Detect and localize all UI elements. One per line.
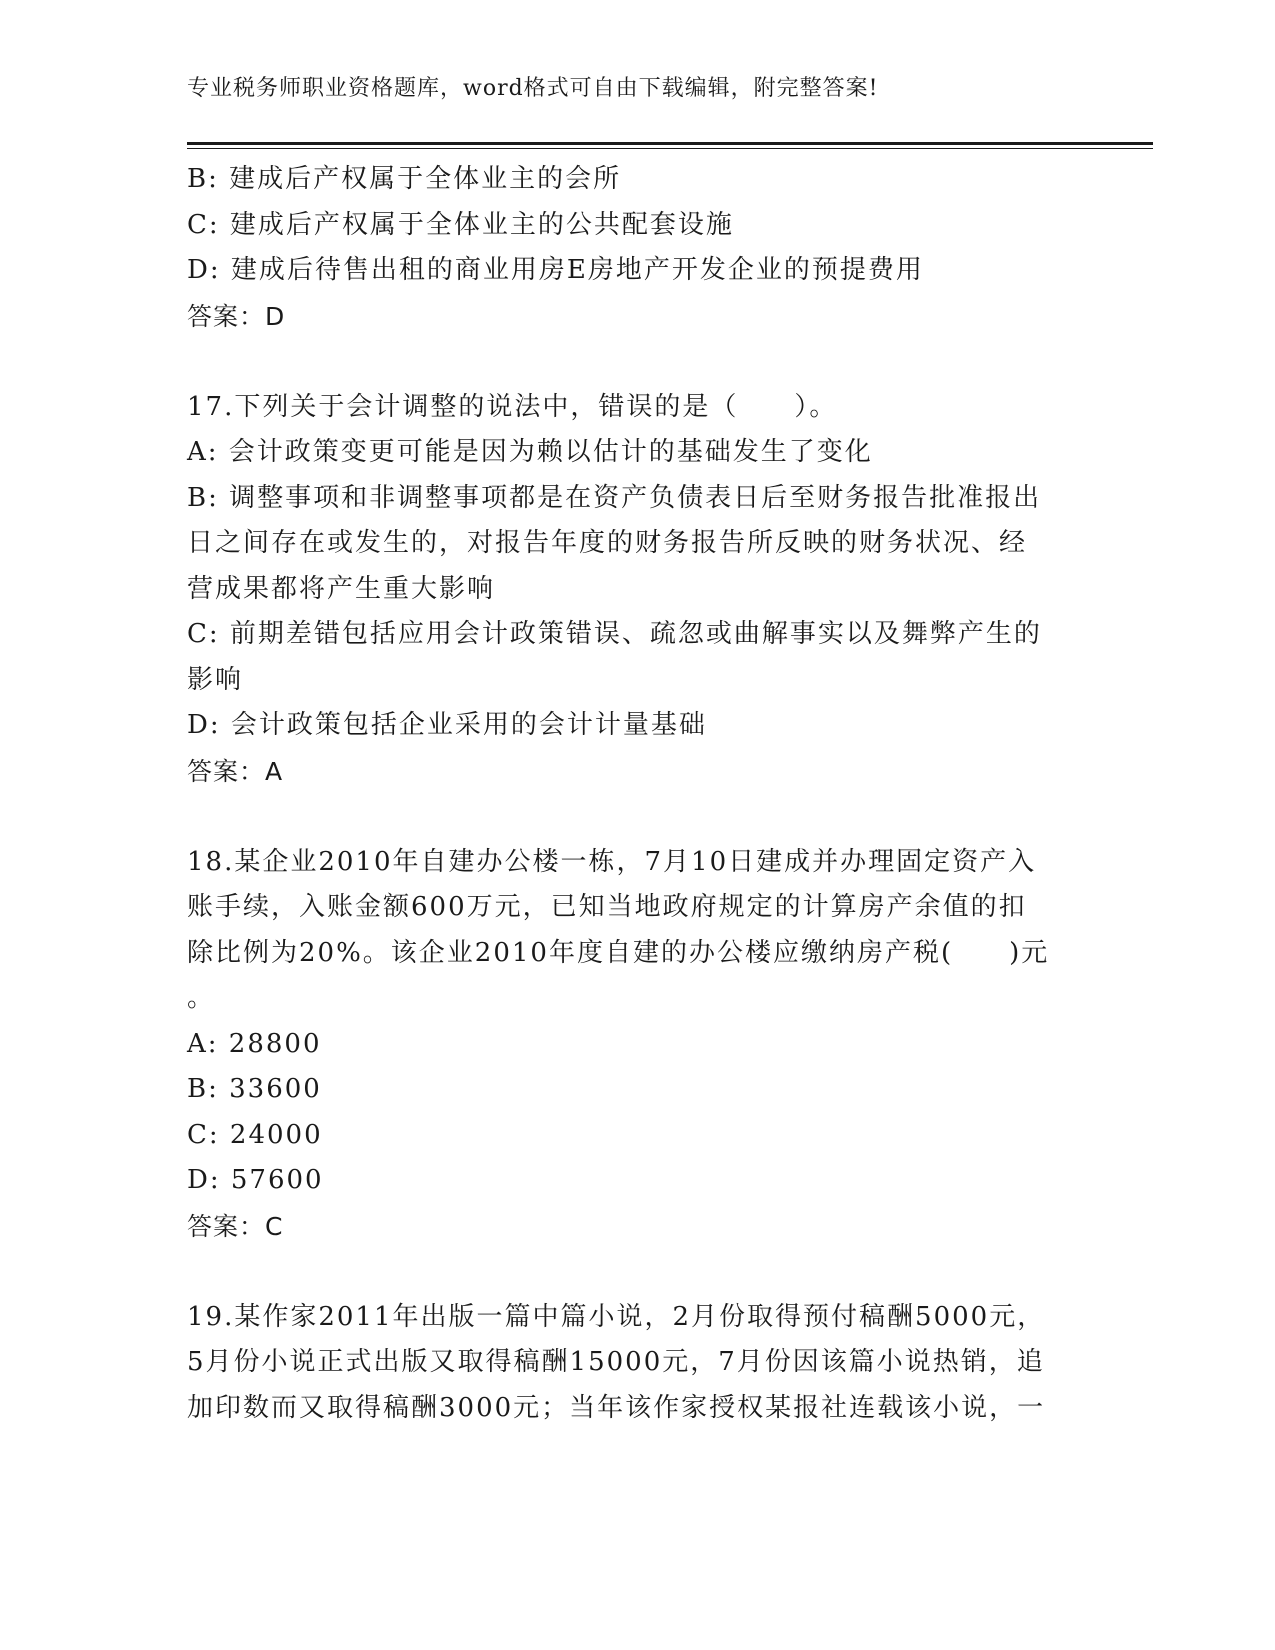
- option-d: D: 会计政策包括企业采用的会计计量基础: [187, 710, 707, 740]
- question-stem-cont: 账手续，入账金额600万元，已知当地政府规定的计算房产余值的扣: [187, 892, 1027, 922]
- option-c: C: 前期差错包括应用会计政策错误、疏忽或曲解事实以及舞弊产生的: [187, 619, 1042, 649]
- page-header: 专业税务师职业资格题库，word格式可自由下载编辑，附完整答案!: [187, 76, 879, 101]
- spacer: [187, 794, 1077, 840]
- answer: 答案：A: [187, 756, 284, 786]
- question-content: [187, 157, 1077, 1431]
- answer: 答案：C: [187, 1211, 284, 1241]
- spacer: [187, 339, 1077, 385]
- question-stem-cont: 加印数而又取得稿酬3000元；当年该作家授权某报社连载该小说，一: [187, 1392, 1046, 1423]
- option-a: A: 28800: [187, 1028, 322, 1059]
- option-d: D: 建成后待售出租的商业用房E房地产开发企业的预提费用: [187, 255, 924, 285]
- question-18: [187, 840, 1077, 1250]
- option-b: B: 调整事项和非调整事项都是在资产负债表日后至财务报告批准报出: [187, 482, 1042, 513]
- option-c: C: 建成后产权属于全体业主的公共配套设施: [187, 209, 734, 240]
- answer: 答案：D: [187, 301, 286, 331]
- option-b: B: 33600: [187, 1074, 322, 1104]
- spacer: [187, 1249, 1077, 1295]
- header-divider: [187, 142, 1153, 149]
- option-c-cont: 影响: [187, 664, 244, 695]
- question-stem: 17.下列关于会计调整的说法中，错误的是（ ）。: [187, 391, 838, 422]
- question-stem: 18.某企业2010年自建办公楼一栋，7月10日建成并办理固定资产入: [187, 846, 1037, 877]
- option-c: C: 24000: [187, 1119, 323, 1150]
- question-16-tail: [187, 157, 1077, 339]
- option-a: A: 会计政策变更可能是因为赖以估计的基础发生了变化: [187, 437, 873, 467]
- question-stem-cont: 除比例为20%。该企业2010年度自建的办公楼应缴纳房产税( )元: [187, 937, 1050, 968]
- question-17: [187, 385, 1077, 795]
- option-b-cont: 营成果都将产生重大影响: [187, 573, 496, 604]
- option-b-cont: 日之间存在或发生的，对报告年度的财务报告所反映的财务状况、经: [187, 528, 1028, 558]
- question-19: [187, 1295, 1077, 1432]
- question-stem-cont: 5月份小说正式出版又取得稿酬15000元，7月份因该篇小说热销，追: [187, 1347, 1045, 1377]
- option-b: B: 建成后产权属于全体业主的会所: [187, 164, 622, 194]
- option-d: D: 57600: [187, 1165, 324, 1195]
- question-stem: 19.某作家2011年出版一篇中篇小说，2月份取得预付稿酬5000元，: [187, 1301, 1046, 1332]
- question-stem-cont: 。: [187, 983, 216, 1013]
